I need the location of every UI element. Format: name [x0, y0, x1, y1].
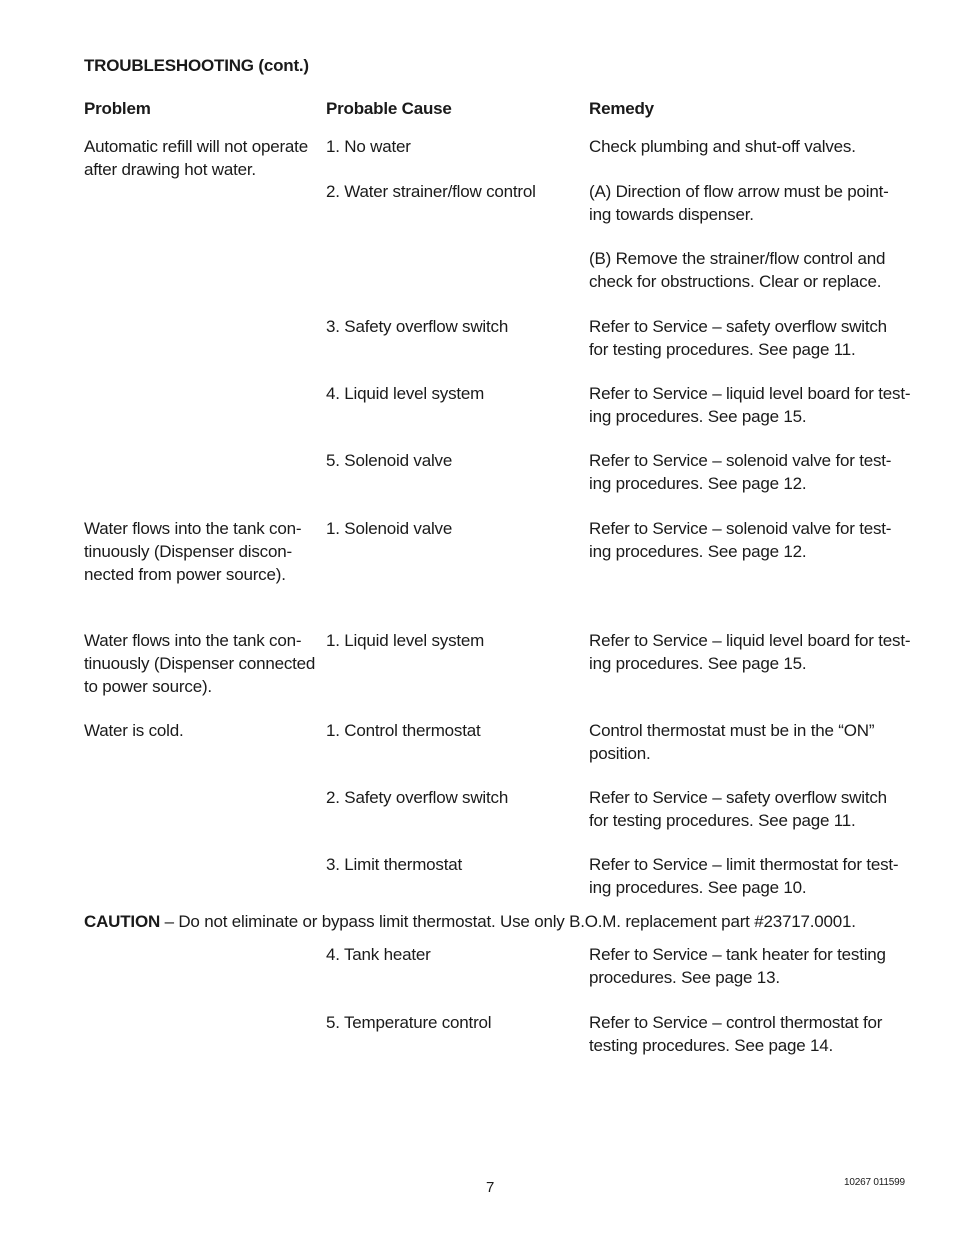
problem-text: Automatic refill will not operate	[84, 137, 308, 156]
cause-text: 1. Control thermostat	[326, 721, 481, 740]
problem-text: Water flows into the tank con-	[84, 519, 302, 538]
remedy-text: Refer to Service – safety overflow switch	[589, 317, 887, 336]
remedy-text: Refer to Service – limit thermostat for test-	[589, 855, 899, 874]
remedy-text: ing procedures. See page 12.	[589, 542, 807, 561]
cause-text: 2. Safety overflow switch	[326, 788, 509, 807]
caution-text: – Do not eliminate or bypass limit thermostat. Use only B.O.M. replacement part #23717.0001.	[160, 912, 856, 931]
cause-text: 3. Limit thermostat	[326, 855, 463, 874]
remedy-text: for testing procedures. See page 11.	[589, 811, 856, 830]
problem-text: to power source).	[84, 677, 212, 696]
remedy-text: Refer to Service – liquid level board for test-	[589, 631, 911, 650]
remedy-text: (B) Remove the strainer/flow control and	[589, 249, 886, 268]
remedy-text: position.	[589, 744, 651, 763]
column-header-problem: Problem	[84, 99, 151, 118]
page-title: TROUBLESHOOTING (cont.)	[84, 56, 309, 75]
document-code: 10267 011599	[844, 1177, 905, 1188]
cause-text: 4. Tank heater	[326, 945, 431, 964]
remedy-text: Refer to Service – solenoid valve for test-	[589, 451, 892, 470]
column-header-cause: Probable Cause	[326, 99, 452, 118]
remedy-text: Refer to Service – control thermostat for	[589, 1013, 883, 1032]
remedy-text: ing procedures. See page 15.	[589, 654, 807, 673]
remedy-text: ing procedures. See page 10.	[589, 878, 807, 897]
cause-text: 4. Liquid level system	[326, 384, 485, 403]
column-header-remedy: Remedy	[589, 99, 654, 118]
remedy-text: check for obstructions. Clear or replace.	[589, 272, 882, 291]
remedy-text: (A) Direction of flow arrow must be point-	[589, 182, 889, 201]
problem-text: Water is cold.	[84, 721, 184, 740]
cause-text: 1. No water	[326, 137, 411, 156]
remedy-text: procedures. See page 13.	[589, 968, 780, 987]
remedy-text: Control thermostat must be in the “ON”	[589, 721, 875, 740]
cause-text: 1. Liquid level system	[326, 631, 485, 650]
problem-text: nected from power source).	[84, 565, 286, 584]
cause-text: 5. Temperature control	[326, 1013, 492, 1032]
remedy-text: Refer to Service – solenoid valve for test-	[589, 519, 892, 538]
cause-text: 5. Solenoid valve	[326, 451, 453, 470]
remedy-text: Refer to Service – safety overflow switch	[589, 788, 887, 807]
problem-text: Water flows into the tank con-	[84, 631, 302, 650]
problem-text: tinuously (Dispenser connected	[84, 654, 316, 673]
caution-note	[84, 910, 856, 933]
cause-text: 2. Water strainer/flow control	[326, 182, 536, 201]
page-number: 7	[486, 1179, 495, 1196]
remedy-text: for testing procedures. See page 11.	[589, 340, 856, 359]
problem-text: tinuously (Dispenser discon-	[84, 542, 292, 561]
cause-text: 3. Safety overflow switch	[326, 317, 509, 336]
remedy-text: Refer to Service – tank heater for testing	[589, 945, 886, 964]
remedy-text: ing procedures. See page 12.	[589, 474, 807, 493]
remedy-text: ing towards dispenser.	[589, 205, 754, 224]
remedy-text: ing procedures. See page 15.	[589, 407, 807, 426]
cause-text: 1. Solenoid valve	[326, 519, 453, 538]
remedy-text: Check plumbing and shut-off valves.	[589, 137, 856, 156]
caution-label: CAUTION	[84, 912, 161, 931]
problem-text: after drawing hot water.	[84, 160, 256, 179]
remedy-text: testing procedures. See page 14.	[589, 1036, 834, 1055]
remedy-text: Refer to Service – liquid level board for test-	[589, 384, 911, 403]
